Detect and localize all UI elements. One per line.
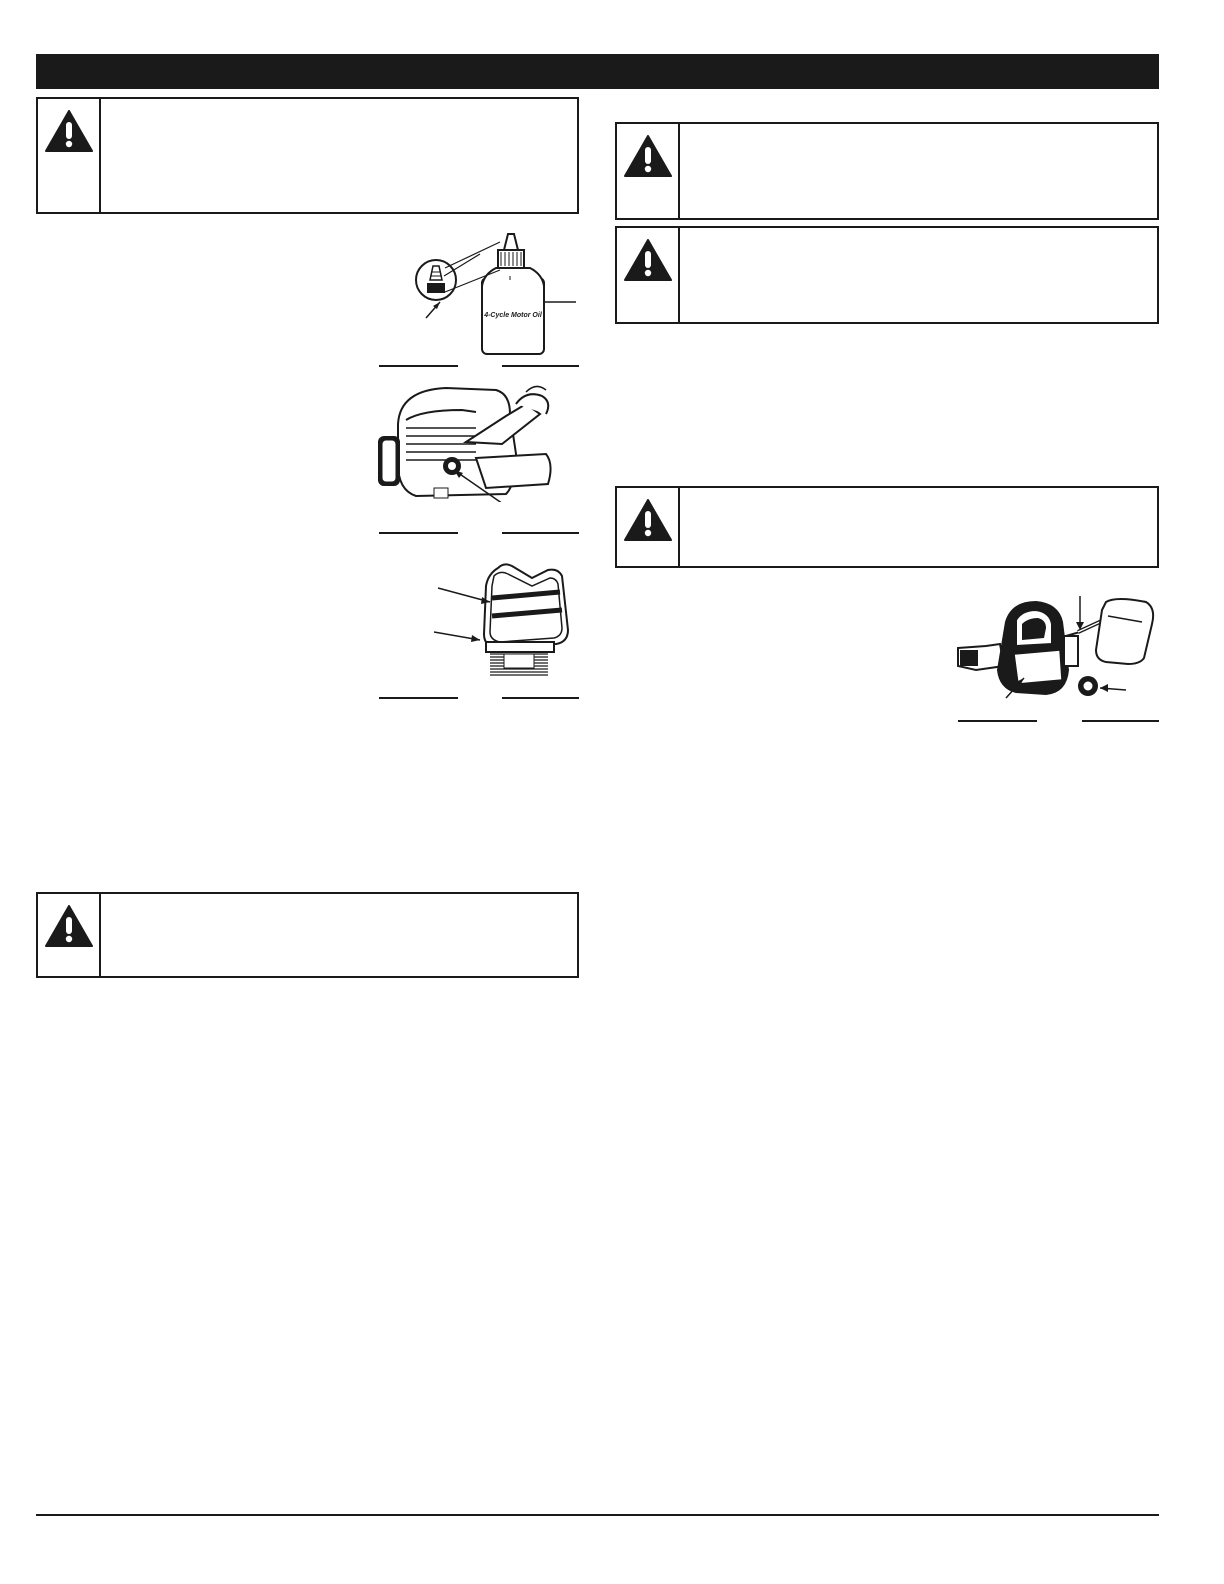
warning-triangle-icon (624, 239, 672, 281)
engine-oil-fill-figure (376, 384, 580, 502)
warning-triangle-icon (624, 135, 672, 177)
figure-caption-rule (502, 532, 579, 534)
figure-caption-rule (379, 365, 458, 367)
engine-oil-fill-icon (376, 384, 580, 502)
figure-caption-rule (379, 532, 458, 534)
figure-caption-rule (379, 697, 458, 699)
page-footer-rule (36, 1514, 1159, 1516)
air-filter-icon (428, 560, 578, 684)
air-filter-figure (428, 560, 578, 684)
figure-caption-rule (1082, 720, 1159, 722)
figure-caption-rule (502, 365, 579, 367)
oil-bottle-label: 4-Cycle Motor Oil (484, 312, 542, 319)
warning-box-4 (615, 226, 1159, 324)
figure-caption-rule (958, 720, 1037, 722)
oil-bottle-icon (400, 228, 580, 358)
warning-triangle-icon (45, 905, 93, 947)
warning-box-3 (615, 122, 1159, 220)
warning-triangle-icon (45, 110, 93, 152)
fuel-fill-figure (956, 592, 1160, 710)
oil-bottle-figure (400, 228, 580, 358)
warning-box-2 (36, 892, 579, 978)
figure-caption-rule (502, 697, 579, 699)
warning-triangle-icon (624, 499, 672, 541)
page-header-bar (36, 54, 1159, 89)
warning-box-5 (615, 486, 1159, 568)
warning-box-1 (36, 97, 579, 214)
fuel-fill-icon (956, 592, 1160, 710)
